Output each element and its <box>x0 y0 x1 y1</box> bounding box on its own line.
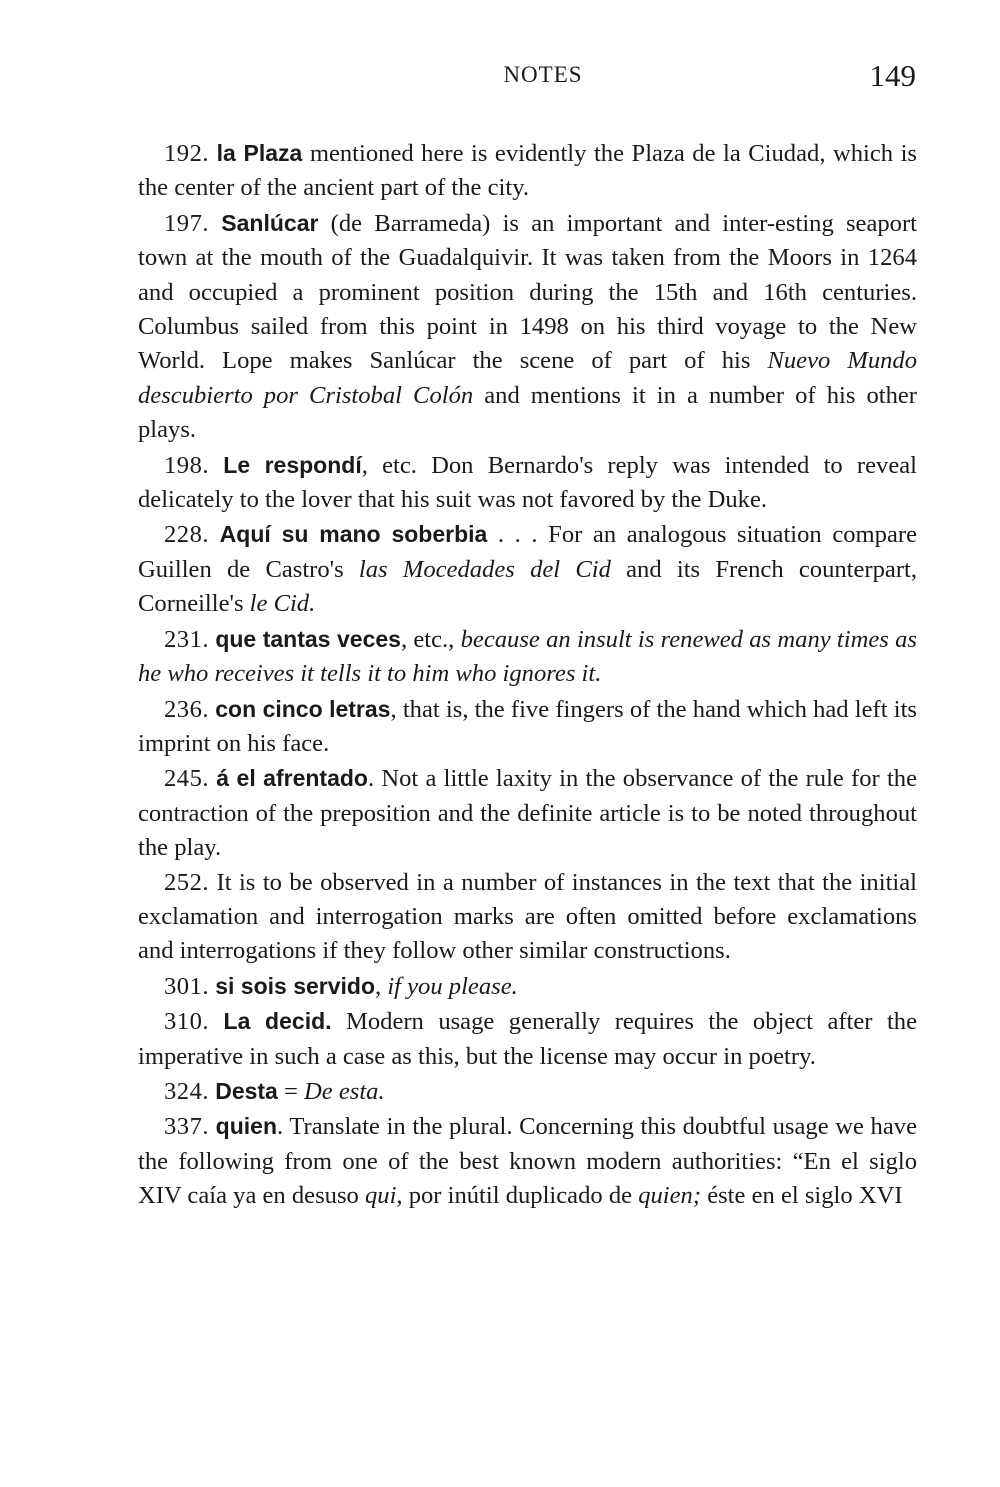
note-entry <box>138 1074 917 1109</box>
running-head: NOTES <box>503 62 583 87</box>
note-italic-text: las Mocedades del Cid <box>358 555 611 583</box>
note-term: Aquí su mano soberbia <box>219 521 488 548</box>
note-entry <box>138 969 917 1004</box>
note-entry <box>138 692 917 762</box>
notes-body <box>138 136 917 1214</box>
note-term: quien <box>215 1113 278 1140</box>
note-text: . Not a little laxity in the observance of the rule for the contraction of the preposition and the definite article is to be noted throughout the play. <box>138 765 917 862</box>
note-line-number: 197. <box>164 209 210 237</box>
note-term: con cinco letras <box>215 695 391 722</box>
note-term: Sanlúcar <box>221 209 319 236</box>
note-entry <box>138 1109 917 1213</box>
note-term: que tantas veces <box>215 625 401 652</box>
note-text: and its French counterpart, Corneille's <box>138 555 918 618</box>
note-entry <box>138 622 917 692</box>
note-line-number: 324. <box>164 1077 210 1105</box>
note-line-number: 192. <box>164 140 210 167</box>
note-entry <box>138 517 917 621</box>
note-italic-text: quien; <box>638 1182 702 1210</box>
note-term: si sois servido <box>215 972 376 999</box>
note-text: éste en el siglo XVI <box>701 1182 903 1210</box>
page-header <box>138 58 918 102</box>
note-term: Desta <box>215 1077 278 1104</box>
note-text: , <box>375 972 388 1000</box>
note-entry <box>138 448 917 518</box>
note-entry <box>138 866 917 969</box>
note-italic-text: le Cid. <box>249 590 316 618</box>
note-italic-text: because an insult is renewed as many times as he who receives it tells it to him who ignores it. <box>138 625 917 688</box>
note-text: . . . For an analogous situation compare Guillen de Castro's <box>138 521 917 583</box>
note-entry <box>138 761 917 865</box>
note-entry <box>138 136 917 206</box>
note-term: la Plaza <box>216 140 303 166</box>
note-text: , etc. Don Bernardo's reply was intended to reveal delicately to the lover that his suit was not favored by the Duke. <box>138 451 917 514</box>
note-line-number: 245. <box>164 765 210 793</box>
note-line-number: 198. <box>164 451 210 479</box>
note-entry <box>138 1004 917 1074</box>
page-number: 149 <box>869 58 916 93</box>
note-italic-text: qui <box>364 1182 397 1210</box>
note-line-number: 231. <box>164 625 210 653</box>
note-text: (de Barrameda) is an important and inter-esting seaport town at the mouth of the Guadalquivir. It was taken from the Moors in 1264 and occupied a prominent position during the 15th and 16th centuries. Columbus sailed from this point in 1498 on his third voyage to the New World. Lope makes Sanlúcar the scene of part of his <box>138 209 917 375</box>
note-italic-text: Nuevo Mundo descubierto por Cristobal Colón <box>138 347 918 409</box>
note-text: , por inútil duplicado de <box>396 1182 639 1210</box>
note-italic-text: De esta. <box>304 1077 385 1105</box>
note-entry <box>138 206 917 448</box>
note-line-number: 337. <box>164 1113 210 1141</box>
note-text: and mentions it in a number of his other plays. <box>138 381 917 444</box>
note-text: . Translate in the plural. Concerning this doubtful usage we have the following from one of the best known modern authorities: “En el siglo XIV caía ya en desuso <box>138 1113 917 1210</box>
note-text: = <box>277 1077 305 1105</box>
note-line-number: 301. <box>164 972 210 1000</box>
note-text: , that is, the five fingers of the hand which had left its imprint on his face. <box>138 695 917 757</box>
note-term: Le respondí <box>223 451 362 478</box>
note-term: á el afrentado <box>216 765 368 792</box>
note-text: mentioned here is evidently the Plaza de la Ciudad, which is the center of the ancient part of the city. <box>138 140 918 202</box>
note-italic-text: if you please. <box>387 972 518 1000</box>
note-line-number: 236. <box>164 695 210 723</box>
note-line-number: 310. <box>164 1008 210 1036</box>
note-text: It is to be observed in a number of instances in the text that the initial exclamation and interrogation marks are often omitted before exclamations and interrogations if they follow other similar constructions. <box>138 868 917 965</box>
note-term: La decid. <box>223 1008 332 1035</box>
note-text: , etc., <box>400 625 461 653</box>
note-line-number: 252. <box>164 868 210 896</box>
note-line-number: 228. <box>164 521 210 549</box>
note-text: Modern usage generally requires the object after the imperative in such a case as this, but the license may occur in poetry. <box>138 1008 917 1070</box>
